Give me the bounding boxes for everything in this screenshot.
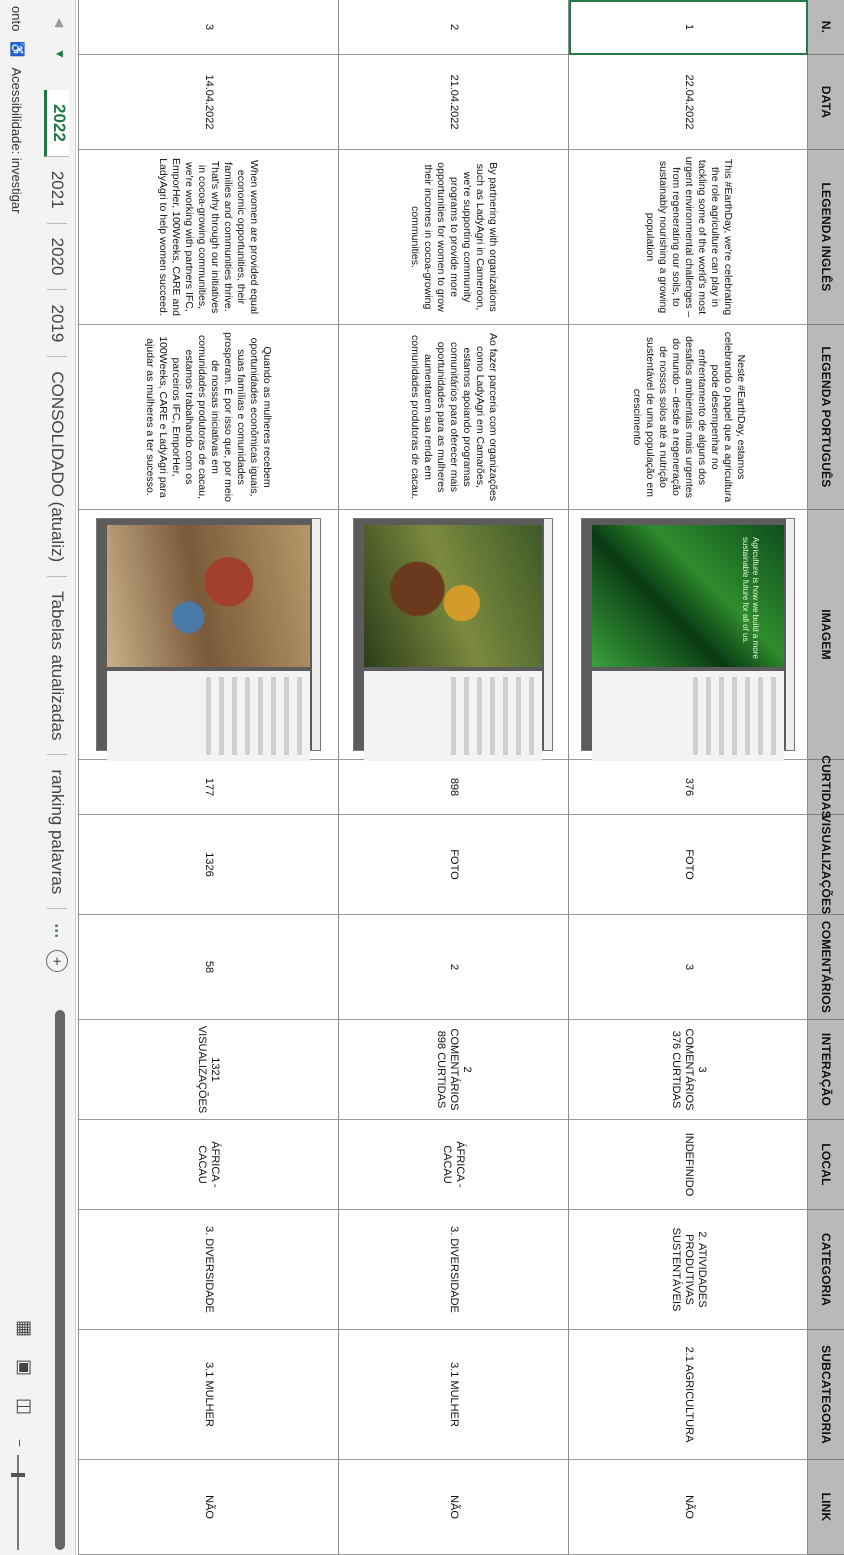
- cell-imagem[interactable]: [569, 510, 808, 760]
- cell-legenda-ingles[interactable]: By partnering with organizations such as LadyAgri in Cameroon, we're supporting community programs to provide more opportunities for women to grow their incomes in cocoa-growing communities.: [339, 150, 568, 325]
- header-link[interactable]: LINK: [808, 1460, 844, 1555]
- post-screenshot-image[interactable]: [96, 518, 321, 751]
- cell-data[interactable]: 14.04.2022: [79, 55, 338, 150]
- zoom-slider[interactable]: [12, 1439, 28, 1550]
- header-n[interactable]: N.: [808, 0, 844, 55]
- left-arrow-icon[interactable]: ◀: [53, 18, 67, 28]
- cell-visualizacoes[interactable]: FOTO: [569, 815, 808, 915]
- cell-imagem[interactable]: [339, 510, 568, 760]
- tab-ranking-palavras[interactable]: ranking palavras: [47, 755, 67, 909]
- table-row: [78, 0, 338, 1555]
- status-bar: [9, 6, 25, 213]
- plus-circle-icon[interactable]: +: [46, 950, 68, 972]
- table-row: [338, 0, 568, 1555]
- cell-subcategoria[interactable]: 2.1 AGRICULTURA: [569, 1330, 808, 1460]
- header-data[interactable]: DATA: [808, 55, 844, 150]
- header-subcategoria[interactable]: SUBCATEGORIA: [808, 1330, 844, 1460]
- cell-n[interactable]: 3: [79, 0, 338, 55]
- cell-legenda-ingles[interactable]: This #EarthDay, we're celebrating the role agriculture can play in tackling some of the world's most urgent environmental challenges – from regenerating our soils, to sustainably nourishing a growing population: [569, 150, 808, 325]
- cell-link[interactable]: NÃO: [339, 1460, 568, 1555]
- header-comentarios[interactable]: COMENTÁRIOS: [808, 915, 844, 1020]
- cell-data[interactable]: 21.04.2022: [339, 55, 568, 150]
- zoom-out-icon[interactable]: −: [12, 1439, 28, 1448]
- cell-subcategoria[interactable]: 3.1 MULHER: [339, 1330, 568, 1460]
- cell-visualizacoes[interactable]: FOTO: [339, 815, 568, 915]
- tab-2019[interactable]: 2019: [47, 290, 67, 357]
- cocoa-photo: [365, 525, 543, 667]
- cell-link[interactable]: NÃO: [569, 1460, 808, 1555]
- more-tabs-icon[interactable]: ⋯: [48, 923, 65, 939]
- cell-categoria[interactable]: 3. DIVERSIDADE: [79, 1210, 338, 1330]
- leaf-photo: [593, 525, 785, 667]
- header-visualizacoes[interactable]: VISUALIZAÇÕES: [808, 815, 844, 915]
- tab-2020[interactable]: 2020: [47, 224, 67, 291]
- women-photo: [107, 525, 310, 667]
- cell-legenda-portugues[interactable]: Neste #EarthDay, estamos celebrando o papel que a agricultura pode desempenhar no enfrentamento de alguns dos desafios ambientais mais urgentes do mundo – desde a regeneração de nossos solos até a nutrição sustentável de uma população em crescimento: [569, 325, 808, 510]
- cell-comentarios[interactable]: 58: [79, 915, 338, 1020]
- header-legenda-ingles[interactable]: LEGENDA INGLÊS: [808, 150, 844, 325]
- grid-view-icon[interactable]: ▦: [15, 1320, 35, 1338]
- cell-curtidas[interactable]: 177: [79, 760, 338, 815]
- page-layout-icon[interactable]: ▣: [15, 1359, 35, 1377]
- image-overlay-text: Agriculture is how we build a more sustainable future for all of us.: [741, 537, 761, 659]
- cell-n[interactable]: 2: [339, 0, 568, 55]
- tab-2022[interactable]: 2022: [45, 90, 70, 157]
- cell-subcategoria[interactable]: 3.1 MULHER: [79, 1330, 338, 1460]
- cell-interacao[interactable]: 3 COMENTÁRIOS 376 CURTIDAS: [569, 1020, 808, 1120]
- sheet-tab-bar: [0, 0, 76, 1555]
- header-curtidas[interactable]: CURTIDAS: [808, 760, 844, 815]
- cell-local[interactable]: ÁFRICA - CACAU: [339, 1120, 568, 1210]
- page-break-icon[interactable]: ◫: [15, 1398, 35, 1416]
- cell-local[interactable]: ÁFRICA - CACAU: [79, 1120, 338, 1210]
- right-arrow-icon[interactable]: ▼: [53, 48, 67, 60]
- cell-visualizacoes[interactable]: 1326: [79, 815, 338, 915]
- cell-curtidas[interactable]: 376: [569, 760, 808, 815]
- cell-categoria[interactable]: 2. ATIVIDADES PRODUTIVAS SUSTENTÁVEIS: [569, 1210, 808, 1330]
- header-local[interactable]: LOCAL: [808, 1120, 844, 1210]
- header-interacao[interactable]: INTERAÇÃO: [808, 1020, 844, 1120]
- horizontal-scrollbar[interactable]: [55, 1010, 65, 1550]
- status-left-text: onto: [9, 6, 25, 32]
- accessibility-icon[interactable]: ♿: [10, 41, 25, 58]
- cell-curtidas[interactable]: 898: [339, 760, 568, 815]
- post-screenshot-image[interactable]: [354, 518, 554, 751]
- tab-tabelas-atualizadas[interactable]: Tabelas atualizadas: [47, 577, 67, 755]
- cell-interacao[interactable]: 2 COMENTÁRIOS 898 CURTIDAS: [339, 1020, 568, 1120]
- cell-local[interactable]: INDEFINIDO: [569, 1120, 808, 1210]
- cell-link[interactable]: NÃO: [79, 1460, 338, 1555]
- browser-bar: [787, 519, 795, 750]
- cell-imagem[interactable]: [79, 510, 338, 760]
- cell-n[interactable]: 1: [569, 0, 808, 55]
- accessibility-status[interactable]: Acessibilidade: investigar: [9, 67, 25, 214]
- table-row: [568, 0, 808, 1555]
- cell-categoria[interactable]: 3. DIVERSIDADE: [339, 1210, 568, 1330]
- tab-consolidado[interactable]: CONSOLIDADO (atualiz): [47, 357, 67, 577]
- cell-legenda-portugues[interactable]: Quando as mulheres recebem oportunidades econômicas iguais, suas famílias e comunidades prosperam. É por isso que, por meio de nossas iniciativas em comunidades produtoras de cacau, estamos trabalhando com os parceiros IFC, EmporHer, 100Weeks, CARE e LadyAgri para ajudar as mulheres a ter sucesso.: [79, 325, 338, 510]
- post-side-panel: [593, 671, 785, 761]
- browser-bar: [312, 519, 320, 750]
- cell-comentarios[interactable]: 3: [569, 915, 808, 1020]
- header-imagem[interactable]: IMAGEM: [808, 510, 844, 760]
- header-legenda-portugues[interactable]: LEGENDA PORTUGUÊS: [808, 325, 844, 510]
- post-side-panel: [107, 671, 310, 761]
- zoom-knob[interactable]: [11, 1473, 25, 1477]
- cell-legenda-portugues[interactable]: Ao fazer parceria com organizações como LadyAgri em Camarões, estamos apoiando programas comunitários para oferecer mais oportunidades para as mulheres aumentarem sua renda em comunidades produtoras de cacau.: [339, 325, 568, 510]
- cell-comentarios[interactable]: 2: [339, 915, 568, 1020]
- cell-interacao[interactable]: 1321 VISUALIZAÇÕES: [79, 1020, 338, 1120]
- sheet-tabs: [39, 90, 75, 972]
- cell-data[interactable]: 22.04.2022: [569, 55, 808, 150]
- header-row: [807, 0, 844, 1555]
- post-screenshot-image[interactable]: [582, 518, 796, 751]
- post-side-panel: [365, 671, 543, 761]
- tab-2021[interactable]: 2021: [47, 157, 67, 224]
- view-switcher: [14, 1320, 35, 1415]
- header-categoria[interactable]: CATEGORIA: [808, 1210, 844, 1330]
- cell-legenda-ingles[interactable]: When women are provided equal economic opportunities, their families and communities thrive. That's why through our initiatives in cocoa-growing communities, we're working with partners IFC, EmporHer, 100Weeks, CARE and LadyAgri to help women succeed.: [79, 150, 338, 325]
- browser-bar: [545, 519, 553, 750]
